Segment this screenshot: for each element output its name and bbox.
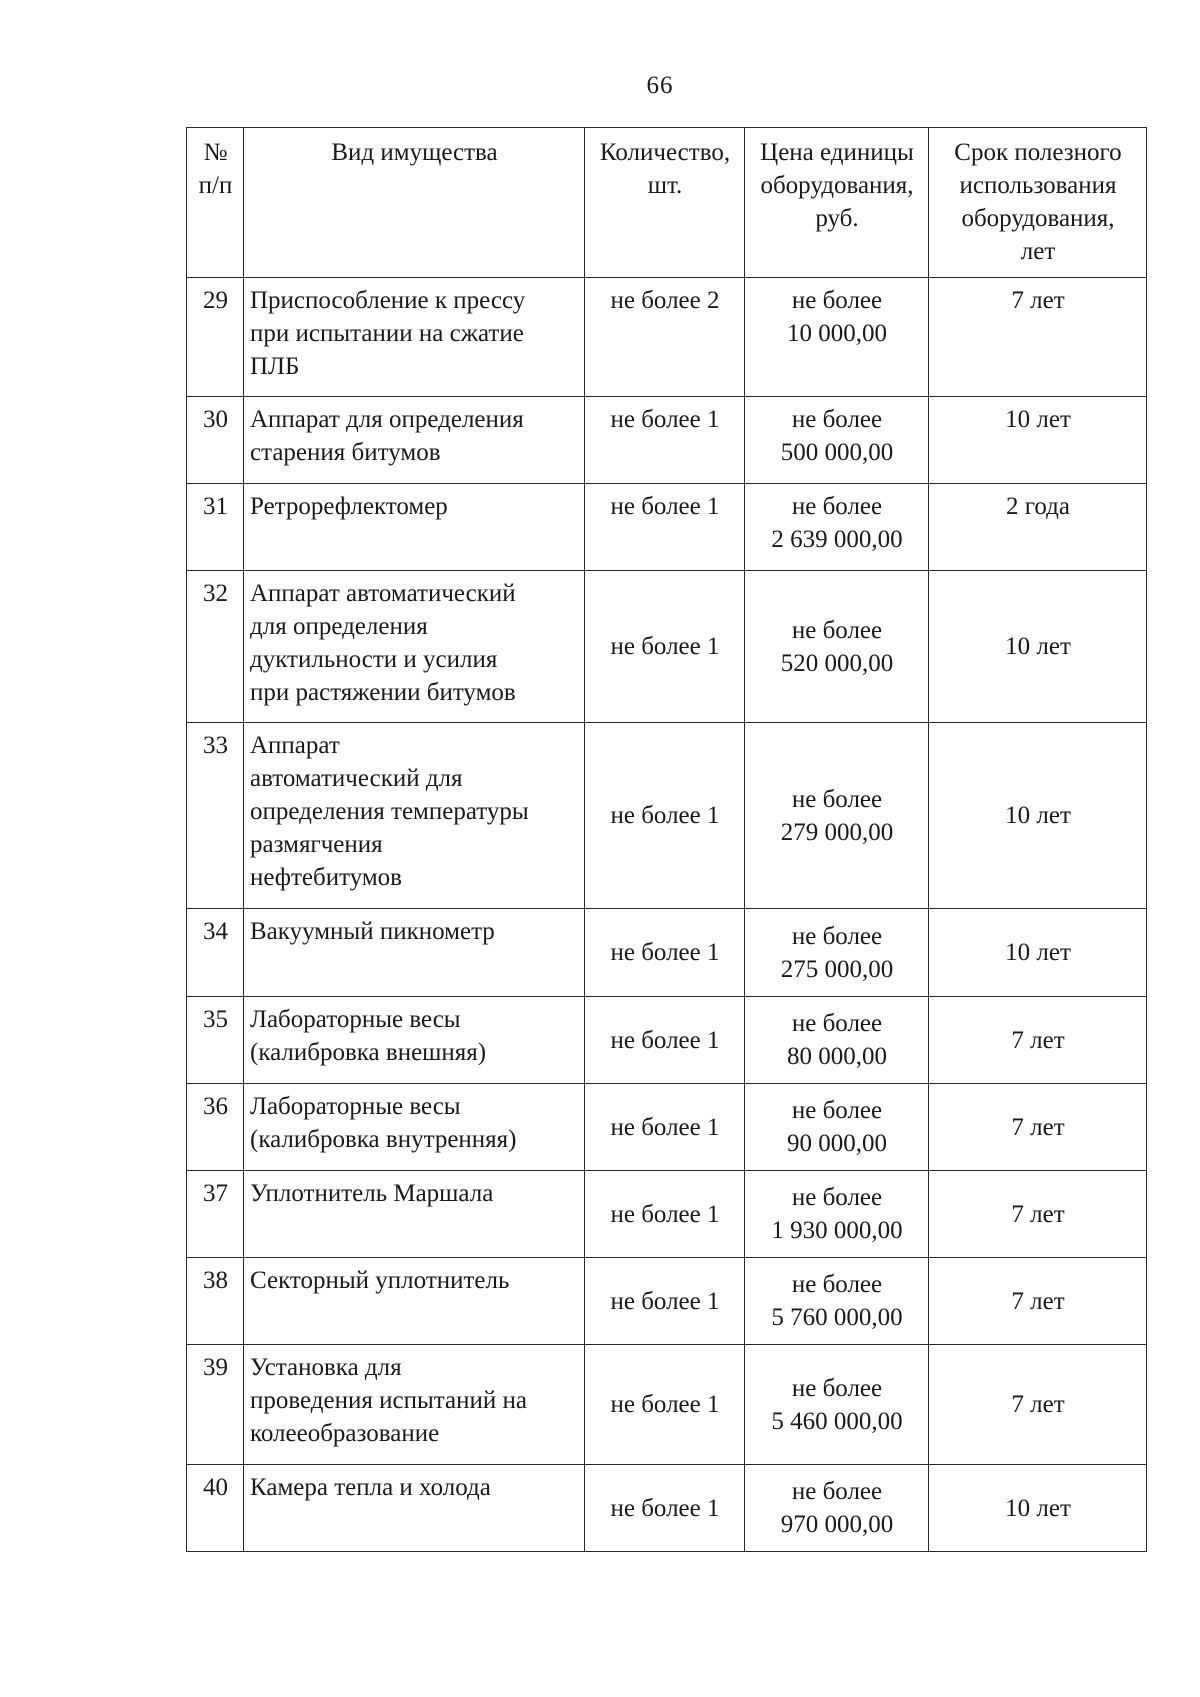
page-number: 66 (646, 72, 674, 99)
header-qty-line: Количество, (599, 139, 731, 166)
row-price-line: 1 930 000,00 (771, 1217, 903, 1244)
row-price-line: не более (791, 1374, 883, 1402)
row-term: 7 лет (929, 1171, 1147, 1258)
row-name (244, 997, 585, 1084)
row-name-line: размягчения (250, 831, 383, 858)
row-name-line: Аппарат автоматический (250, 580, 516, 607)
row-name-line: ПЛБ (250, 353, 300, 380)
header-price (745, 128, 929, 278)
row-name-line: Установка для (250, 1354, 402, 1381)
row-name-line: Приспособление к прессу (250, 287, 526, 314)
header-term-line: лет (1020, 238, 1056, 265)
row-price (745, 571, 929, 723)
table-row (187, 278, 1147, 397)
table-row (187, 997, 1147, 1084)
table-row (187, 484, 1147, 571)
row-name-line: определения температуры (250, 798, 529, 825)
header-price-line: Цена единицы (760, 139, 914, 166)
row-name-line: Камера тепла и холода (250, 1474, 491, 1501)
header-term-line: Срок полезного (954, 139, 1122, 166)
row-price-line: 275 000,00 (780, 955, 894, 983)
row-term: 10 лет (929, 1465, 1147, 1552)
row-number: 30 (187, 397, 244, 484)
row-price-line: 10 000,00 (787, 320, 887, 347)
row-price-line: 520 000,00 (780, 649, 894, 677)
row-number: 29 (187, 278, 244, 397)
row-price-line: 80 000,00 (787, 1043, 887, 1070)
row-number: 33 (187, 723, 244, 909)
row-term: 7 лет (929, 1345, 1147, 1465)
row-qty: не более 1 (585, 1465, 745, 1552)
row-price (745, 1084, 929, 1171)
row-price-line: 279 000,00 (780, 818, 894, 846)
row-price-line: не более (791, 287, 883, 314)
row-price (745, 1258, 929, 1345)
row-price-line: не более (791, 406, 883, 433)
row-number: 31 (187, 484, 244, 571)
row-name-line: при испытании на сжатие (250, 320, 524, 347)
row-name-line: Секторный уплотнитель (250, 1267, 510, 1294)
table-header-row (187, 128, 1147, 278)
row-qty: не более 1 (585, 484, 745, 571)
row-name-line: Ретрорефлектомер (250, 493, 448, 520)
row-name (244, 484, 585, 571)
row-name-line: Лабораторные весы (250, 1006, 461, 1033)
table-row (187, 1171, 1147, 1258)
row-name-line: колееобразование (250, 1420, 440, 1447)
row-name-line: старения битумов (250, 439, 441, 466)
row-term: 10 лет (929, 571, 1147, 723)
row-qty: не более 1 (585, 397, 745, 484)
table-row (187, 397, 1147, 484)
row-name-line: при растяжении битумов (250, 679, 516, 706)
header-term-line: использования (959, 172, 1117, 199)
row-term: 10 лет (929, 397, 1147, 484)
row-price (745, 997, 929, 1084)
table-row (187, 723, 1147, 909)
row-price (745, 723, 929, 909)
row-number: 40 (187, 1465, 244, 1552)
row-price-line: 2 639 000,00 (771, 526, 903, 553)
header-price-line: руб. (815, 205, 859, 232)
header-name (244, 128, 585, 278)
row-price-line: не более (791, 1010, 883, 1037)
header-price-line: оборудования, (760, 172, 914, 199)
row-qty: не более 1 (585, 571, 745, 723)
header-num-line: № (203, 139, 228, 166)
row-price-line: не более (791, 1271, 883, 1298)
row-qty: не более 1 (585, 1084, 745, 1171)
row-number: 35 (187, 997, 244, 1084)
row-name-line: (калибровка внешняя) (250, 1039, 487, 1066)
row-price-line: не более (791, 785, 883, 813)
header-qty (585, 128, 745, 278)
row-qty: не более 1 (585, 909, 745, 997)
row-qty: не более 1 (585, 997, 745, 1084)
table-row (187, 571, 1147, 723)
row-name-line: проведения испытаний на (250, 1387, 527, 1414)
row-price (745, 397, 929, 484)
row-name-line: дуктильности и усилия (250, 646, 498, 673)
row-qty: не более 1 (585, 1345, 745, 1465)
header-name-line: Вид имущества (331, 139, 498, 166)
row-name-line: Уплотнитель Маршала (250, 1180, 494, 1207)
row-term: 10 лет (929, 909, 1147, 997)
property-table (186, 127, 1147, 1552)
row-number: 32 (187, 571, 244, 723)
row-name-line: для определения (250, 613, 428, 640)
row-price (745, 484, 929, 571)
header-num-line: п/п (198, 172, 233, 199)
row-name (244, 1171, 585, 1258)
row-term: 7 лет (929, 997, 1147, 1084)
row-term: 7 лет (929, 1084, 1147, 1171)
header-num (187, 128, 244, 278)
row-price-line: не более (791, 1184, 883, 1211)
row-number: 38 (187, 1258, 244, 1345)
row-price-line: не более (791, 922, 883, 950)
row-name (244, 397, 585, 484)
row-term: 10 лет (929, 723, 1147, 909)
header-term-line: оборудования, (961, 205, 1115, 232)
row-price (745, 909, 929, 997)
row-qty: не более 1 (585, 723, 745, 909)
row-price-line: 90 000,00 (787, 1130, 887, 1157)
row-qty: не более 1 (585, 1258, 745, 1345)
row-name (244, 1258, 585, 1345)
row-price-line: 970 000,00 (780, 1511, 894, 1538)
row-qty: не более 1 (585, 1171, 745, 1258)
row-term: 7 лет (929, 278, 1147, 397)
row-price (745, 278, 929, 397)
row-price-line: 5 760 000,00 (771, 1304, 903, 1331)
row-price-line: не более (791, 616, 883, 644)
row-number: 39 (187, 1345, 244, 1465)
row-name-line: Аппарат (250, 732, 340, 759)
row-name (244, 571, 585, 723)
row-price-line: 500 000,00 (780, 439, 894, 466)
header-term (929, 128, 1147, 278)
row-number: 36 (187, 1084, 244, 1171)
table-row (187, 1465, 1147, 1552)
row-name-line: (калибровка внутренняя) (250, 1126, 517, 1153)
row-name-line: Вакуумный пикнометр (250, 918, 495, 945)
row-number: 34 (187, 909, 244, 997)
row-qty: не более 2 (585, 278, 745, 397)
row-price (745, 1465, 929, 1552)
table-row (187, 1258, 1147, 1345)
row-name (244, 1084, 585, 1171)
row-price-line: 5 460 000,00 (771, 1407, 903, 1435)
table-row (187, 1345, 1147, 1465)
header-qty-line: шт. (647, 172, 683, 199)
row-price-line: не более (791, 1478, 883, 1505)
row-name (244, 278, 585, 397)
row-number: 37 (187, 1171, 244, 1258)
row-price (745, 1171, 929, 1258)
row-name-line: нефтебитумов (250, 864, 402, 891)
row-name-line: Лабораторные весы (250, 1093, 461, 1120)
row-price-line: не более (791, 493, 883, 520)
table-row (187, 909, 1147, 997)
row-name (244, 723, 585, 909)
row-name-line: Аппарат для определения (250, 406, 524, 433)
row-term: 2 года (929, 484, 1147, 571)
row-term: 7 лет (929, 1258, 1147, 1345)
row-name (244, 1345, 585, 1465)
table-row (187, 1084, 1147, 1171)
row-price (745, 1345, 929, 1465)
row-name (244, 909, 585, 997)
row-price-line: не более (791, 1097, 883, 1124)
row-name-line: автоматический для (250, 765, 463, 792)
row-name (244, 1465, 585, 1552)
